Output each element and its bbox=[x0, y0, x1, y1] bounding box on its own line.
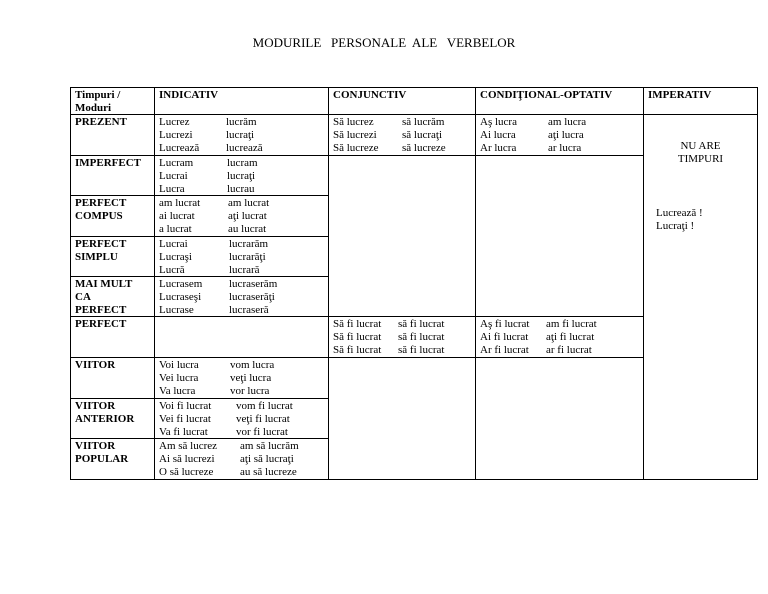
indicativ-plural: am lucrat aţi lucrat au lucrat bbox=[228, 197, 270, 235]
conditional-perfect-plural: am fi lucrat aţi fi lucrat ar fi lucrat bbox=[546, 318, 597, 356]
tense-label: VIITOR ANTERIOR bbox=[75, 400, 135, 425]
indicativ-singular: Lucrai Lucraşi Lucră bbox=[159, 238, 192, 276]
indicativ-plural: am să lucrăm aţi să lucraţi au să lucreze bbox=[240, 440, 299, 478]
header-timpuri: Timpuri / Moduri bbox=[75, 89, 121, 114]
conditional-perfect-singular: Aş fi lucrat Ai fi lucrat Ar fi lucrat bbox=[480, 318, 530, 356]
imperativ-forms: Lucrează ! Lucraţi ! bbox=[656, 207, 703, 232]
row-divider bbox=[70, 114, 758, 115]
table-border bbox=[70, 87, 758, 88]
header-conditional: CONDIŢIONAL-OPTATIV bbox=[480, 89, 613, 101]
row-divider bbox=[328, 357, 644, 358]
conjunctiv-prezent-plural: să lucrăm să lucraţi să lucreze bbox=[402, 116, 446, 154]
row-divider bbox=[70, 236, 329, 237]
tense-label: IMPERFECT bbox=[75, 157, 141, 169]
page-title: MODURILE PERSONALE ALE VERBELOR bbox=[252, 35, 516, 50]
row-divider bbox=[70, 276, 329, 277]
table-border bbox=[70, 479, 758, 480]
indicativ-singular: Voi fi lucrat Vei fi lucrat Va fi lucrat bbox=[159, 400, 212, 438]
conjunctiv-perfect-plural: să fi lucrat să fi lucrat să fi lucrat bbox=[398, 318, 445, 356]
row-divider bbox=[328, 155, 644, 156]
column-divider bbox=[328, 87, 329, 480]
table-border bbox=[757, 87, 758, 480]
row-divider bbox=[328, 316, 644, 317]
column-divider bbox=[154, 87, 155, 480]
indicativ-plural: lucram lucraţi lucrau bbox=[227, 157, 258, 195]
conjunctiv-perfect-singular: Să fi lucrat Să fi lucrat Să fi lucrat bbox=[333, 318, 382, 356]
indicativ-singular: Voi lucra Vei lucra Va lucra bbox=[159, 359, 199, 397]
header-imperativ: IMPERATIV bbox=[648, 89, 712, 101]
row-divider bbox=[70, 195, 329, 196]
conditional-prezent-plural: am lucra aţi lucra ar lucra bbox=[548, 116, 587, 154]
indicativ-singular: Am să lucrez Ai să lucrezi O să lucreze bbox=[159, 440, 218, 478]
indicativ-singular: Lucrez Lucrezi Lucrează bbox=[159, 116, 200, 154]
indicativ-singular: Lucram Lucrai Lucra bbox=[159, 157, 194, 195]
indicativ-singular: am lucrat ai lucrat a lucrat bbox=[159, 197, 201, 235]
tense-label: PERFECT bbox=[75, 318, 127, 330]
indicativ-plural: vom lucra veţi lucra vor lucra bbox=[230, 359, 275, 397]
indicativ-singular: Lucrasem Lucraseşi Lucrase bbox=[159, 278, 203, 316]
tense-label: MAI MULT CA PERFECT bbox=[75, 278, 133, 316]
verb-moods-table bbox=[70, 87, 758, 480]
tense-label: PERFECT COMPUS bbox=[75, 197, 127, 222]
tense-label: VIITOR bbox=[75, 359, 116, 371]
indicativ-plural: lucrarăm lucrarăţi lucrară bbox=[229, 238, 269, 276]
row-divider bbox=[70, 398, 329, 399]
table-border bbox=[70, 87, 71, 480]
conditional-prezent-singular: Aş lucra Ai lucra Ar lucra bbox=[480, 116, 517, 154]
header-conjunctiv: CONJUNCTIV bbox=[333, 89, 407, 101]
column-divider bbox=[475, 87, 476, 480]
indicativ-plural: vom fi lucrat veţi fi lucrat vor fi lucrat bbox=[236, 400, 293, 438]
tense-label: VIITOR POPULAR bbox=[75, 440, 129, 465]
imperativ-note: NU ARE TIMPURI bbox=[677, 140, 724, 165]
conjunctiv-prezent-singular: Să lucrez Să lucrezi Să lucreze bbox=[333, 116, 379, 154]
tense-label: PREZENT bbox=[75, 116, 127, 128]
row-divider bbox=[70, 155, 329, 156]
tense-label: PERFECT SIMPLU bbox=[75, 238, 127, 263]
row-divider bbox=[70, 357, 329, 358]
indicativ-plural: lucraserăm lucraserăţi lucraseră bbox=[229, 278, 278, 316]
header-indicativ: INDICATIV bbox=[159, 89, 219, 101]
indicativ-plural: lucrăm lucraţi lucrează bbox=[226, 116, 263, 154]
